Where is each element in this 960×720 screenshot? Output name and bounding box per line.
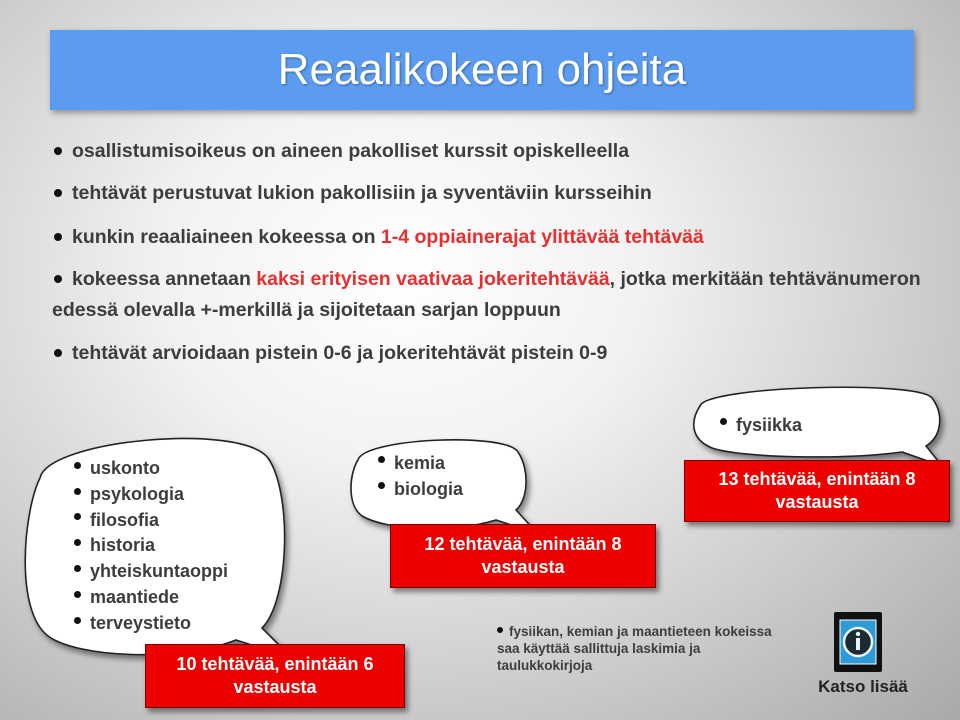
list-item: filosofia: [72, 508, 228, 534]
subject-list: [72, 456, 228, 637]
bullet-text: tehtävät perustuvat lukion pakollisiin ja syventäviin kursseihin: [72, 182, 652, 204]
list-item: yhteiskuntaoppi: [72, 559, 228, 585]
list-item: historia: [72, 533, 228, 559]
see-more-link[interactable]: Katso lisää: [818, 677, 908, 696]
list-item: uskonto: [72, 456, 228, 482]
rules-list: [52, 136, 932, 383]
rule-box-physics: [684, 460, 950, 522]
title-banner: [50, 30, 914, 110]
list-item: [52, 264, 932, 326]
rule-text: 13 tehtävää, enintään 8: [718, 469, 916, 489]
bullet-text: osallistumisoikeus on aineen pakolliset kurssit opiskelleella: [72, 140, 630, 162]
list-item: kemia: [376, 450, 463, 476]
bullet-dot: [497, 627, 503, 633]
rule-box-humanities: [145, 644, 405, 708]
note-text: fysiikan, kemian ja maantieteen kokeissa saa käyttää sallittuja laskimia ja taulukkokirjoja: [497, 624, 772, 673]
bullet-text: , jotka merkitään tehtävänumeron edessä olevalla +-merkillä ja sijoitetaan sarjan loppuun: [52, 268, 921, 321]
rule-box-chem-bio: [390, 524, 656, 588]
bullet-text: kunkin reaaliaineen kokeessa on: [72, 226, 381, 248]
page-title: Reaalikokeen ohjeita: [277, 45, 687, 94]
list-item: terveystieto: [72, 611, 228, 637]
bullet-text: kokeessa annetaan: [72, 268, 257, 290]
bullet-text: tehtävät arvioidaan pistein 0-6 ja jokeritehtävät pistein 0-9: [72, 342, 608, 364]
list-item: fysiikka: [718, 412, 802, 438]
subject-list: [718, 412, 802, 438]
list-item: biologia: [376, 476, 463, 502]
bullet-highlight: kaksi erityisen vaativaa jokeritehtävää: [256, 268, 610, 290]
list-item: psykologia: [72, 482, 228, 508]
subject-list: [376, 450, 463, 502]
calculator-note: [497, 623, 797, 674]
rule-text: 12 tehtävää, enintään 8: [424, 534, 622, 554]
list-item: [52, 136, 932, 167]
rule-text: vastausta: [481, 557, 565, 577]
bullet-highlight: 1-4 oppiainerajat ylittävää tehtävää: [380, 226, 704, 248]
rule-text: 10 tehtävää, enintään 6: [176, 654, 374, 674]
list-item: [52, 222, 932, 253]
list-item: maantiede: [72, 585, 228, 611]
info-icon[interactable]: [834, 612, 882, 672]
rule-text: vastausta: [233, 677, 317, 697]
list-item: [52, 178, 932, 209]
rule-text: vastausta: [775, 492, 859, 512]
list-item: [52, 338, 932, 369]
